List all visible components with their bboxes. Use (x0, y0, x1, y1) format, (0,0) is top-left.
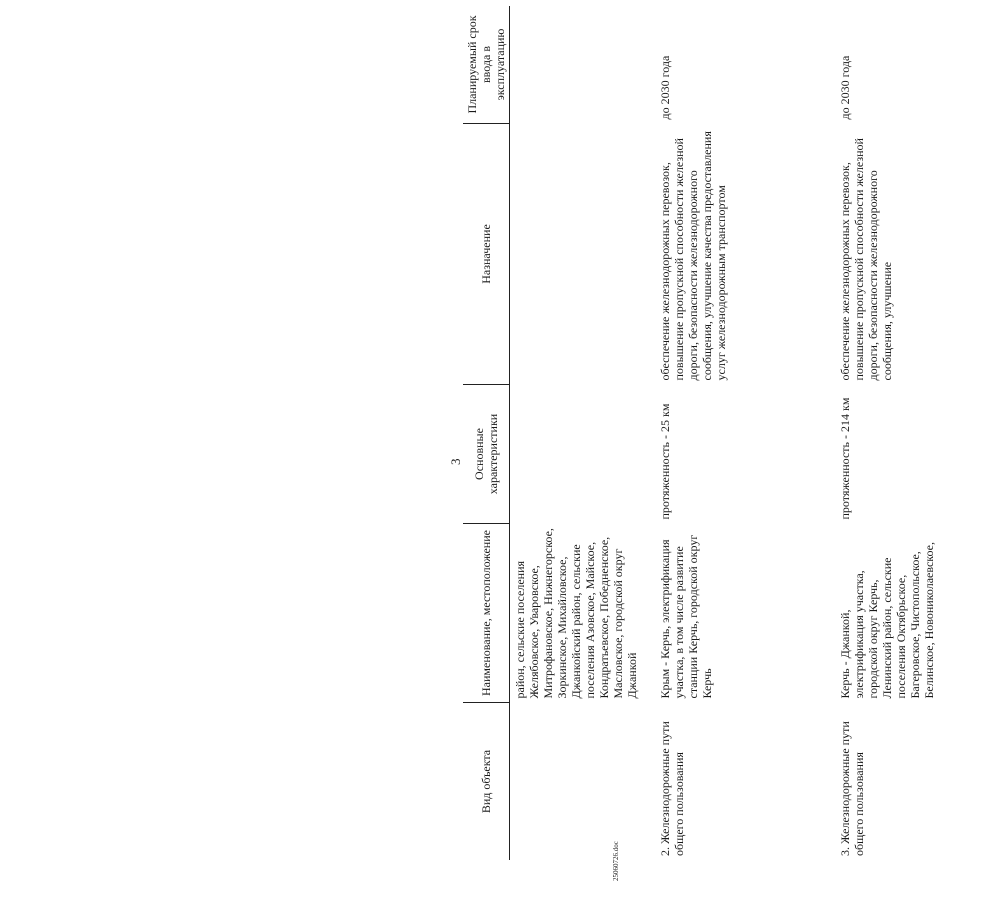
cell-name: район, сельские поселения Желябовское, Уваровское, Митрофановское, Нижнегорское, Зоркинское, Михайловское, Джанкойский район, сельские поселения Азовское, Майское, Кондратьевское, Победненское, Масловское, городской округ Джанкой (513, 528, 639, 699)
objects-table (463, 6, 1005, 860)
table-row (655, 6, 835, 860)
page-number: 3 (448, 458, 463, 465)
header-name: Наименование, местоположение (463, 524, 510, 703)
cell-name: Керчь - Джанкой, электрификация участка, городской округ Керчь, Ленинский район, сельские поселения Октябрьское, Багеровское, Чистопольское, Белинское, Новониколаевское, (837, 542, 936, 699)
header-characteristics: Основные характеристики (463, 385, 510, 524)
cell-characteristics (510, 385, 655, 524)
cell-characteristics: протяженность - 25 км (657, 403, 672, 520)
cell-term: до 2030 года (657, 55, 672, 120)
header-type: Вид объекта (463, 703, 510, 861)
cell-purpose (510, 124, 655, 385)
cell-type: 3. Железнодорожные пути общего пользования (837, 721, 866, 856)
header-purpose: Назначение (463, 124, 510, 385)
header-term: Планируемый срок ввода в эксплуатацию (463, 6, 510, 124)
table-row (510, 6, 655, 860)
cell-type (510, 703, 655, 861)
cell-term: до 2030 года (837, 55, 852, 120)
cell-name: Крым - Керчь, электрификация участка, в том числе развитие станции Керчь, городской округ Керчь (657, 534, 714, 699)
table-header-row (463, 6, 510, 860)
cell-type: 2. Железнодорожные пути общего пользования (657, 721, 686, 856)
document-code: 25060726.doc (612, 841, 620, 881)
cell-purpose: обеспечение железнодорожных перевозок, повышение пропускной способности железной дороги, безопасности железнодорожного сообщения, улучшение (837, 138, 894, 381)
cell-term (510, 6, 655, 124)
cell-characteristics: протяженность - 214 км (837, 397, 852, 520)
table-row (835, 6, 1005, 860)
cell-purpose: обеспечение железнодорожных перевозок, повышение пропускной способности железной дороги, безопасности железнодорожного сообщения, улучшение качества предоставления услуг железнодорожным транспортом (657, 131, 728, 381)
